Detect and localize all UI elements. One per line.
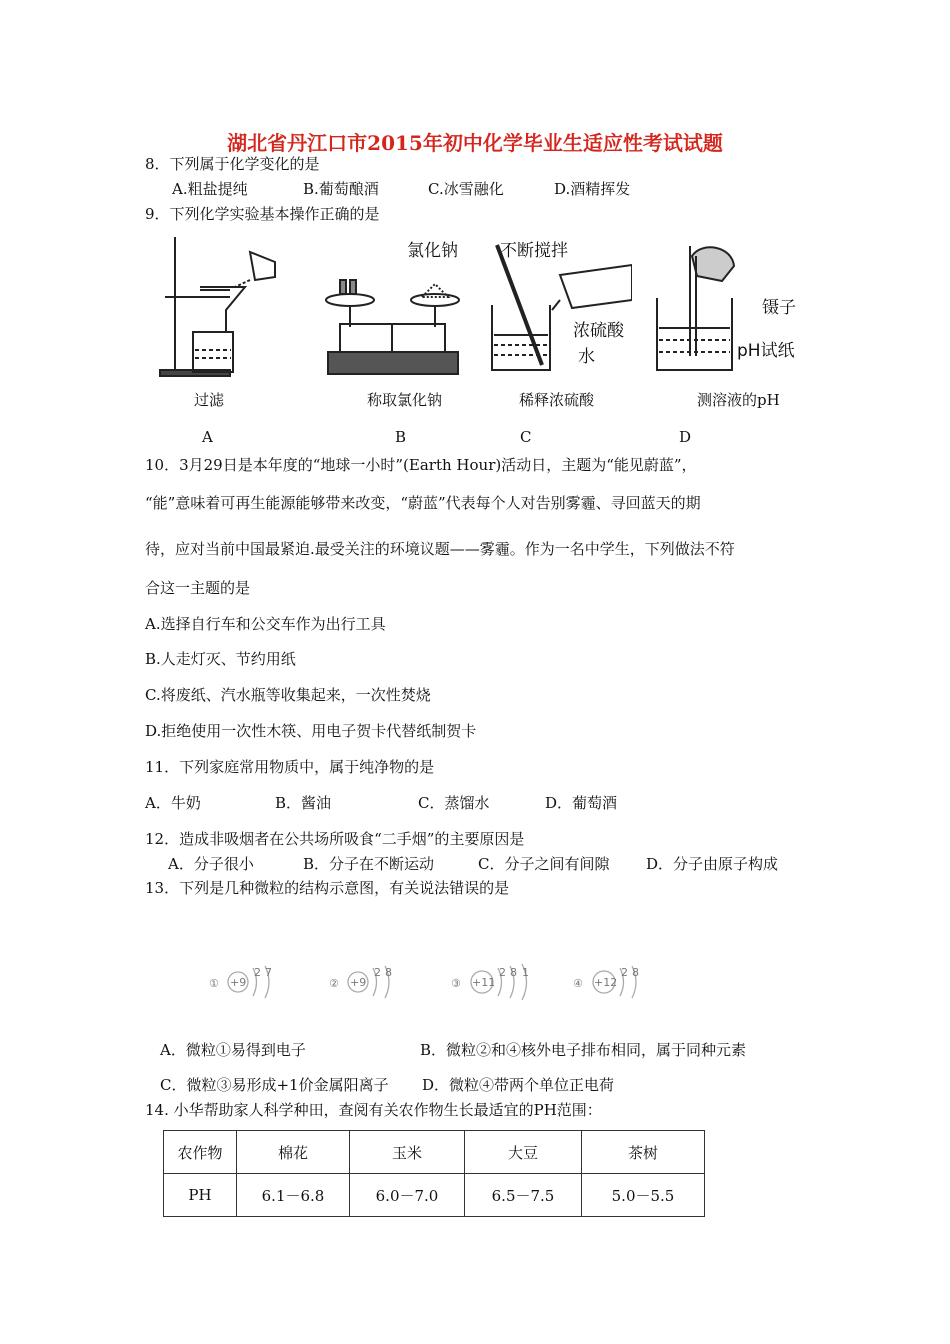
particle-3-shell-2: 8	[510, 966, 517, 979]
q12-option-a: A．分子很小	[168, 855, 254, 873]
particle-3-nucleus: +11	[472, 976, 496, 989]
q8-option-c: C.冰雪融化	[428, 180, 504, 198]
q8-option-d: D.酒精挥发	[554, 180, 631, 198]
particle-3-shell-1: 2	[499, 966, 506, 979]
fig-b-letter: B	[395, 428, 407, 446]
q12-option-c: C．分子之间有间隙	[478, 855, 610, 873]
filtration-figure	[155, 232, 285, 380]
particle-1-shell-1: 2	[254, 966, 261, 979]
q10-option-b: B.人走灯灭、节约用纸	[145, 650, 296, 668]
ph-test-figure	[652, 236, 742, 376]
question-9-stem: 9．下列化学实验基本操作正确的是	[145, 205, 380, 223]
fig-d-letter: D	[679, 428, 692, 446]
q10-option-d: D.拒绝使用一次性木筷、用电子贺卡代替纸制贺卡	[145, 722, 477, 740]
particle-1-shell-2: 7	[265, 966, 272, 979]
table-header-cell: 农作物	[164, 1131, 237, 1174]
particle-3-shell-3: 1	[522, 966, 529, 979]
question-10-line-2: “能”意味着可再生能源能够带来改变，“蔚蓝”代表每个人对告别雾霾、寻回蓝天的期	[145, 494, 701, 512]
q12-option-b: B．分子在不断运动	[303, 855, 435, 873]
fig-c-caption: 稀释浓硫酸	[519, 391, 595, 409]
q13-option-c: C．微粒③易形成+1价金属阳离子	[160, 1076, 389, 1094]
fig-c-label-stir: 不断搅拌	[500, 241, 568, 261]
fig-a-caption: 过滤	[194, 391, 225, 409]
fig-b-label-nacl: 氯化钠	[407, 241, 458, 261]
page-title: 湖北省丹江口市2015年初中化学毕业生适应性考试试题	[227, 131, 723, 155]
table-cell: PH	[164, 1174, 237, 1217]
question-10-line-1: 10．3月29日是本年度的“地球一小时”(Earth Hour)活动日，主题为“能见蔚蓝”，	[145, 456, 697, 474]
q10-option-c: C.将废纸、汽水瓶等收集起来，一次性焚烧	[145, 686, 431, 704]
particle-4-shell-1: 2	[621, 966, 628, 979]
table-header-cell: 玉米	[350, 1131, 465, 1174]
particle-2-shell-1: 2	[374, 966, 381, 979]
q11-option-b: B．酱油	[275, 794, 332, 812]
fig-a-letter: A	[202, 428, 213, 446]
q8-option-b: B.葡萄酿酒	[303, 180, 379, 198]
q11-option-d: D．葡萄酒	[545, 794, 618, 812]
particle-diagrams	[205, 960, 665, 1004]
particle-2-number: ②	[329, 977, 339, 990]
balance-figure	[320, 262, 465, 380]
fig-c-letter: C	[520, 428, 532, 446]
q13-option-a: A．微粒①易得到电子	[160, 1041, 306, 1059]
table-row	[164, 1174, 705, 1217]
particle-2-nucleus: +9	[350, 976, 367, 989]
q8-option-a: A.粗盐提纯	[172, 180, 248, 198]
particle-4-number: ④	[573, 977, 583, 990]
table-cell: 6.0－7.0	[350, 1174, 465, 1217]
question-12-stem: 12．造成非吸烟者在公共场所吸食“二手烟”的主要原因是	[145, 830, 525, 848]
table-cell: 6.1－6.8	[237, 1174, 350, 1217]
q10-option-a: A.选择自行车和公交车作为出行工具	[145, 615, 386, 633]
fig-c-label-water: 水	[578, 347, 595, 367]
particle-1-nucleus: +9	[230, 976, 247, 989]
ph-range-table	[163, 1130, 705, 1217]
q11-option-a: A．牛奶	[145, 794, 201, 812]
particle-1-number: ①	[209, 977, 219, 990]
fig-c-label-acid: 浓硫酸	[573, 321, 624, 341]
question-13-stem: 13．下列是几种微粒的结构示意图，有关说法错误的是	[145, 879, 510, 897]
question-8-stem: 8．下列属于化学变化的是	[145, 155, 320, 173]
fig-d-label-tweezers: 镊子	[762, 298, 796, 318]
particle-2-shell-2: 8	[385, 966, 392, 979]
fig-d-caption: 测溶液的pH	[697, 391, 780, 409]
table-header-cell: 棉花	[237, 1131, 350, 1174]
table-cell: 5.0－5.5	[582, 1174, 705, 1217]
particle-3-number: ③	[451, 977, 461, 990]
q12-option-d: D．分子由原子构成	[646, 855, 779, 873]
q13-option-d: D．微粒④带两个单位正电荷	[422, 1076, 615, 1094]
table-header-cell: 大豆	[465, 1131, 582, 1174]
question-11-stem: 11．下列家庭常用物质中，属于纯净物的是	[145, 758, 435, 776]
table-cell: 6.5－7.5	[465, 1174, 582, 1217]
table-header-row	[164, 1131, 705, 1174]
particle-4-shell-2: 8	[632, 966, 639, 979]
particle-4-nucleus: +12	[594, 976, 618, 989]
q13-option-b: B．微粒②和④核外电子排布相同，属于同种元素	[420, 1041, 747, 1059]
question-10-line-4: 合这一主题的是	[145, 579, 251, 597]
question-14-stem: 14. 小华帮助家人科学种田，查阅有关农作物生长最适宜的PH范围：	[145, 1101, 602, 1119]
question-10-line-3: 待，应对当前中国最紧迫.最受关注的环境议题——雾霾。作为一名中学生，下列做法不符	[145, 540, 735, 558]
q11-option-c: C．蒸馏水	[418, 794, 490, 812]
fig-b-caption: 称取氯化钠	[367, 391, 443, 409]
table-header-cell: 茶树	[582, 1131, 705, 1174]
fig-d-label-ph-paper: pH试纸	[737, 341, 795, 361]
